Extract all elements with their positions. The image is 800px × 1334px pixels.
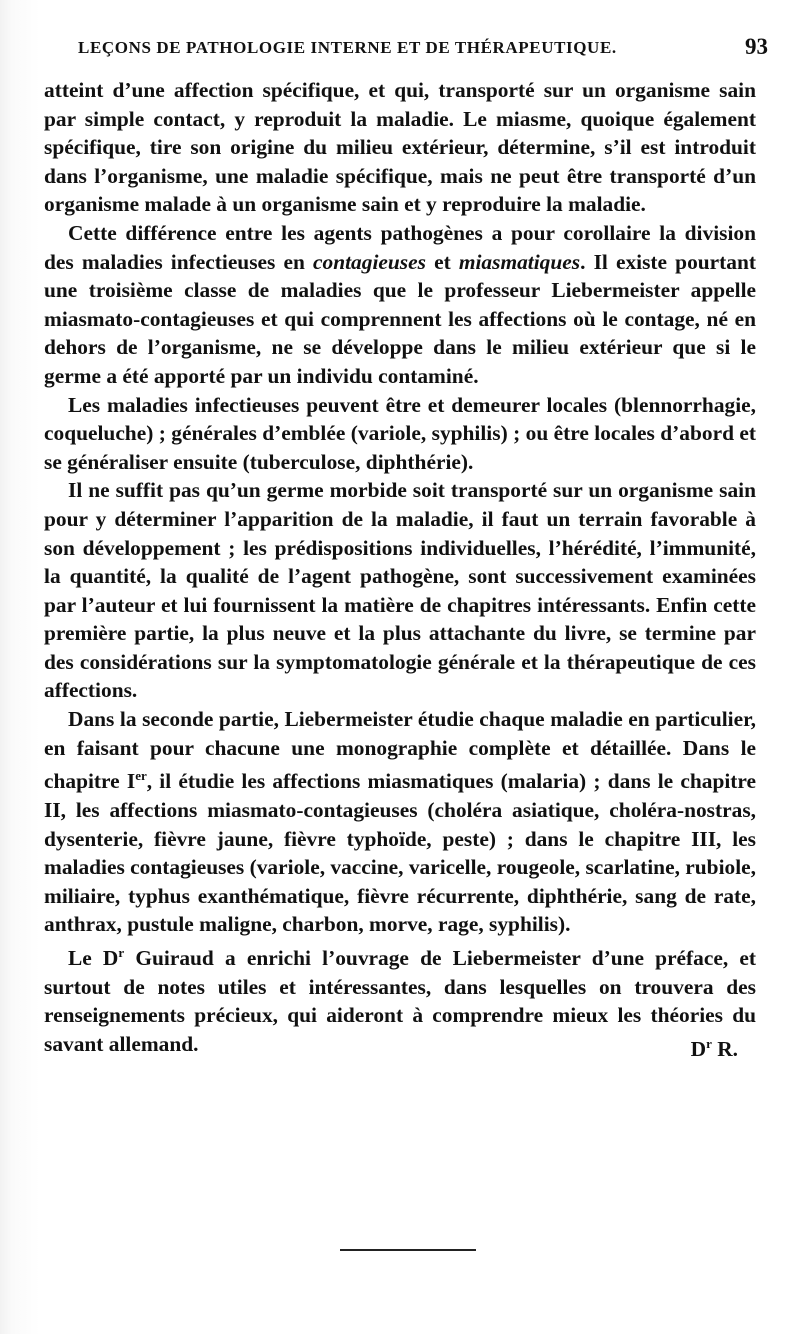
text-run: Guiraud a enrichi l’ouvrage de Liebermeister d’une préface, et surtout de notes utiles et intéressantes, dans lesquelles on trouvera des renseignements précieux, qui aideront à comprendre mieux les théories du savant allemand.	[44, 946, 756, 1056]
body-text	[44, 76, 756, 1064]
text-run: er	[135, 768, 147, 784]
text-run: miasmatiques	[458, 249, 581, 274]
text-run: et	[425, 249, 459, 274]
signature-superscript: r	[706, 1035, 712, 1051]
paragraph-2	[44, 219, 756, 391]
text-run: contagieuses	[313, 249, 426, 274]
text-run: , il étudie les affections miasmatiques (malaria) ; dans le chapitre II, les affections miasmato-contagieuses (choléra asiatique, choléra-nostras, dysenterie, fièvre jaune, fièvre typhoïde, peste) ; dans le chapitre III, les maladies contagieuses (variole, vaccine, varicelle, rougeole, scarlatine, rubiole, miliaire, typhus exanthématique, fièvre récurrente, diphthérie, sang de rate, anthrax, pustule maligne, charbon, morve, rage, syphilis).	[44, 769, 757, 937]
end-rule	[340, 1249, 476, 1251]
running-title: LEÇONS DE PATHOLOGIE INTERNE ET DE THÉRAPEUTIQUE.	[78, 38, 617, 57]
text-run: atteint d’une affection spécifique, et qui, transporté sur un organisme sain par simple contact, y reproduit la maladie. Le miasme, quoique également spécifique, tire son origine du milieu extérieur, détermine, s’il est introduit dans l’organisme, une maladie spécifique, mais ne peut être transporté d’un organisme malade à un organisme sain et y reproduire la maladie.	[44, 78, 756, 217]
text-run: Cette différence entre les agents pathogènes a pour corollaire la division des maladies infectieuses en	[44, 220, 756, 274]
paragraph-4	[44, 476, 756, 705]
page-header	[78, 34, 768, 64]
page-number: 93	[745, 34, 768, 59]
signature-prefix: D	[690, 1036, 707, 1061]
paragraph-3	[44, 391, 756, 477]
text-run: . Il existe pourtant une troisième classe de maladies que le professeur Liebermeister appelle miasmato-contagieuses et qui comprennent les affections où le contage, né en dehors de l’organisme, ne se développe dans le milieu extérieur que si le germe a été apporté par un individu contaminé.	[44, 249, 757, 388]
text-run: r	[118, 944, 125, 960]
paragraph-5	[44, 705, 756, 939]
text-run: Dans la seconde partie, Liebermeister étudie chaque maladie en particulier, en faisant pour chacune une monographie complète et détaillée. Dans le chapitre I	[44, 707, 756, 794]
paragraph-1	[44, 76, 756, 219]
text-run: Il ne suffit pas qu’un germe morbide soit transporté sur un organisme sain pour y déterminer l’apparition de la maladie, il faut un terrain favorable à son développement ; les prédispositions individuelles, l’hérédité, l’immunité, la quantité, la qualité de l’agent pathogène, sont successivement examinées par l’auteur et lui fournissent la matière de chapitres intéressants. Enfin cette première partie, la plus neuve et la plus attachante du livre, se termine par des considérations sur la symptomatologie générale et la thérapeutique de ces affections.	[44, 478, 756, 703]
text-run: Le D	[68, 946, 119, 971]
signature-name: R.	[711, 1036, 738, 1061]
text-run: Les maladies infectieuses peuvent être et demeurer locales (blennorrhagie, coqueluche) ; générales d’emblée (variole, syphilis) ; ou être locales d’abord et se généraliser ensuite (tuberculose, diphthérie).	[44, 392, 756, 474]
